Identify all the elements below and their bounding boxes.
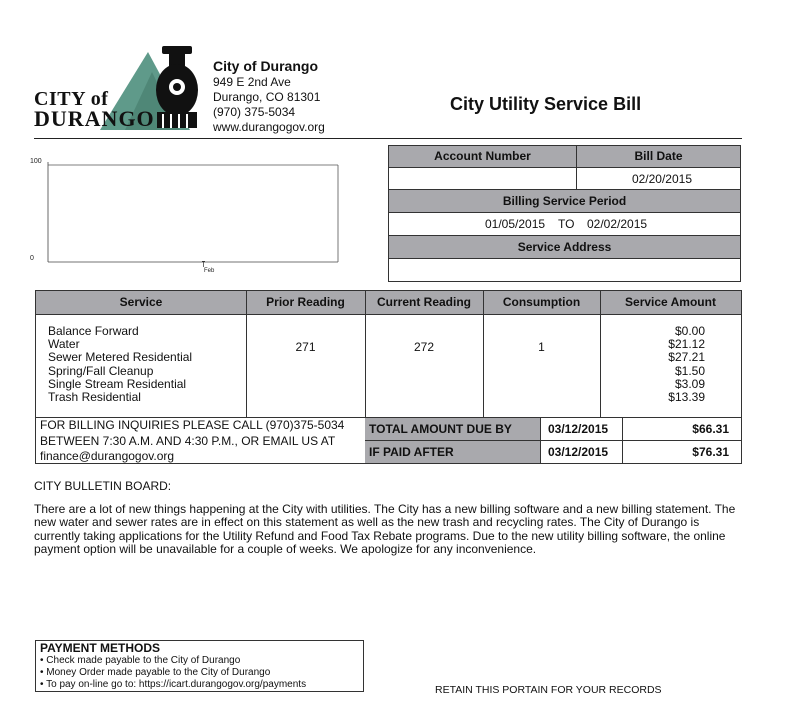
service-amounts-column	[668, 325, 705, 404]
total-due-label: TOTAL AMOUNT DUE BY	[369, 422, 512, 436]
period-start: 01/05/2015	[485, 217, 546, 231]
x-tick-label-feb: Feb	[204, 268, 215, 274]
service-row-amount: $27.21	[668, 350, 705, 365]
bar-feb	[202, 261, 205, 262]
service-row-amount: $13.39	[668, 390, 705, 405]
org-name: City of Durango	[213, 58, 318, 74]
service-row-name: Spring/Fall Cleanup	[48, 363, 154, 378]
logo-wordmark-line1: CITY of	[34, 88, 109, 110]
header-service-amount: Service Amount	[625, 295, 716, 309]
account-number-header: Account Number	[389, 146, 577, 168]
payment-method-item: • Check made payable to the City of Durango	[40, 655, 241, 666]
paid-after-date: 03/12/2015	[548, 445, 609, 459]
bill-date-header: Bill Date	[577, 146, 740, 168]
service-row-name: Trash Residential	[48, 390, 141, 405]
service-names-column	[48, 325, 192, 404]
paid-after-amount: $76.31	[692, 445, 729, 459]
y-tick-label-top: 100	[30, 158, 42, 165]
logo-wordmark-line2: DURANGO	[34, 106, 155, 131]
prior-reading-value: 271	[295, 340, 316, 354]
account-number-value	[389, 168, 577, 190]
logo-wordmark	[34, 88, 155, 131]
y-tick-label-bottom: 0	[30, 255, 34, 262]
billing-period-row	[389, 213, 740, 236]
service-row-name: Balance Forward	[48, 324, 139, 338]
org-address-line1: 949 E 2nd Ave	[213, 75, 291, 89]
total-due-date: 03/12/2015	[548, 422, 609, 436]
service-row-name: Single Stream Residential	[48, 376, 187, 391]
current-reading-value: 272	[413, 340, 435, 354]
service-row-name: Water	[48, 337, 80, 352]
header-prior-reading: Prior Reading	[266, 295, 345, 309]
period-end: 02/02/2015	[587, 217, 648, 231]
document-title: City Utility Service Bill	[450, 94, 642, 114]
billing-inquiries	[40, 418, 344, 465]
service-row-name: Sewer Metered Residential	[48, 350, 193, 365]
org-phone: (970) 375-5034	[213, 105, 296, 119]
total-due-amount: $66.31	[692, 422, 729, 436]
paid-after-label: IF PAID AFTER	[369, 445, 454, 459]
service-row-amount: $0.00	[674, 324, 705, 338]
period-to: TO	[558, 217, 575, 231]
consumption-value: 1	[538, 340, 545, 354]
service-address-value	[389, 259, 740, 281]
header-consumption: Consumption	[502, 295, 581, 309]
service-address-header: Service Address	[389, 236, 740, 259]
service-row-amount: $3.09	[674, 376, 705, 391]
organization-block	[213, 58, 325, 135]
bill-date-value: 02/20/2015	[577, 168, 740, 190]
payment-method-item: • Money Order made payable to the City of Durango	[40, 667, 271, 678]
retain-note: RETAIN THIS PORTAIN FOR YOUR RECORDS	[435, 684, 662, 696]
bulletin-body: There are a lot of new things happening at the City with utilities. The City has a new billing software and a new billing statement. The new water and sewer rates are in effect on this statement as well as the new trash and recycling rates. The City of Durango is currently taking applications for the Utility Refund and Food Tax Rebate programs. Due to the new utility billing software, the online payment option will be unavailable for a couple of weeks. We apologize for any inconvenience.	[34, 502, 736, 557]
inquiries-email[interactable]: finance@durangogov.org	[40, 449, 175, 463]
usage-chart	[30, 152, 350, 277]
payment-method-online-link[interactable]: • To pay on-line go to: https://icart.durangogov.org/payments	[40, 679, 307, 690]
org-address-line2: Durango, CO 81301	[213, 90, 321, 104]
header-current-reading: Current Reading	[376, 295, 471, 309]
payment-methods-title: PAYMENT METHODS	[40, 641, 161, 655]
payment-methods-box	[35, 640, 364, 692]
bulletin-title: CITY BULLETIN BOARD:	[34, 479, 172, 493]
header-service: Service	[119, 295, 163, 309]
inquiries-line2: BETWEEN 7:30 A.M. AND 4:30 P.M., OR EMAIL US AT	[40, 433, 336, 448]
inquiries-line1: FOR BILLING INQUIRIES PLEASE CALL (970)375-5034	[40, 418, 345, 432]
account-info-box	[388, 145, 741, 282]
service-row-amount: $1.50	[674, 363, 705, 378]
org-website: www.durangogov.org	[213, 120, 325, 134]
header-divider	[34, 138, 742, 139]
billing-period-header: Billing Service Period	[389, 190, 740, 213]
logo-smokestack	[169, 52, 185, 66]
service-row-amount: $21.12	[668, 337, 705, 352]
